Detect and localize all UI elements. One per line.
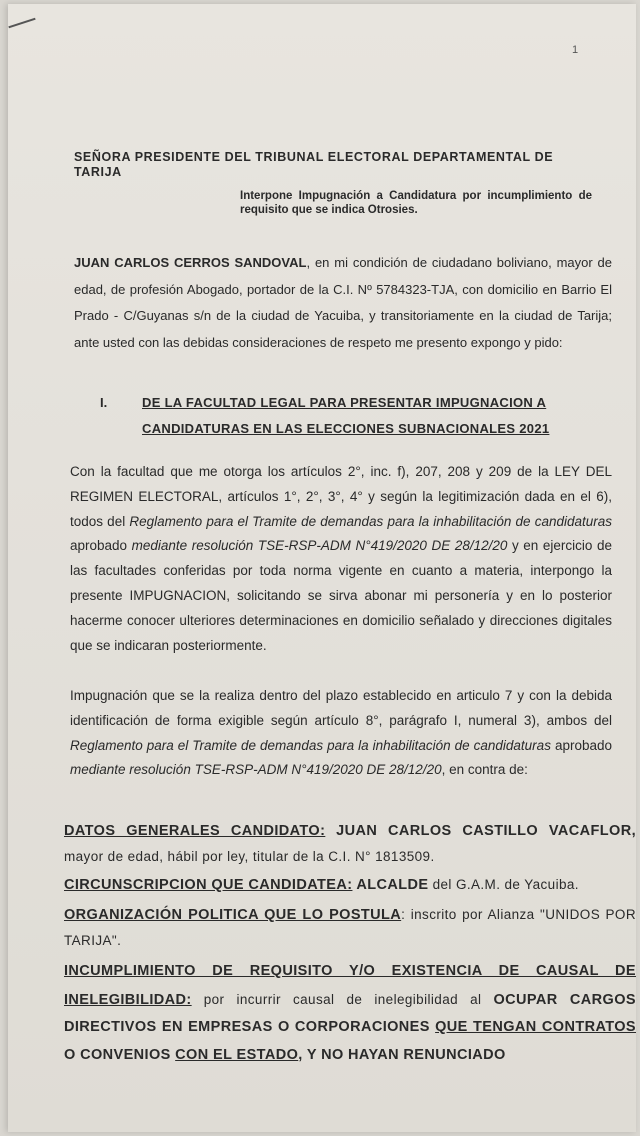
requirement-breach-bold-2: O CONVENIOS	[64, 1046, 176, 1063]
document-page	[8, 4, 636, 1132]
requirement-breach-underline-2: CON EL ESTADO	[175, 1046, 299, 1063]
sumilla-summary: Interpone Impugnación a Candidatura por incumplimiento de requisito que se indica Otrosies.	[240, 190, 592, 216]
addressee-heading: SEÑORA PRESIDENTE DEL TRIBUNAL ELECTORAL DEPARTAMENTAL DE TARIJA	[74, 150, 554, 179]
candidate-name: JUAN CARLOS CASTILLO VACAFLOR,	[325, 823, 636, 839]
political-organization	[64, 902, 636, 954]
circumscription	[64, 872, 636, 898]
political-organization-value: : inscrito por Alianza "UNIDOS POR TARIJA".	[64, 907, 636, 948]
section-number: I.	[100, 395, 108, 410]
para1-text-b: aprobado	[70, 538, 132, 554]
petitioner-name: JUAN CARLOS CERROS SANDOVAL	[74, 255, 307, 270]
para1-text-a: Con la facultad que me otorga los artículos 2°, inc. f), 207, 208 y 209 de la LEY DEL REGIMEN ELECTORAL, artículos 1°, 2°, 3°, 4° y según la legitimización dada en el 6), todos del	[70, 464, 612, 529]
pen-mark	[8, 18, 35, 29]
candidate-data	[64, 818, 636, 870]
para2-italic-reglamento: Reglamento para el Tramite de demandas para la inhabilitación de candidaturas	[70, 737, 551, 753]
paragraph-faculty	[70, 460, 612, 658]
para2-text-b: aprobado	[550, 737, 612, 753]
intro-paragraph	[74, 250, 612, 357]
section-title: DE LA FACULTAD LEGAL PARA PRESENTAR IMPUGNACION A CANDIDATURAS EN LAS ELECCIONES SUBNACIONALES 2021	[142, 395, 550, 436]
circumscription-office: ALCALDE	[352, 877, 429, 893]
requirement-breach-underline-1: QUE TENGAN CONTRATOS	[435, 1019, 636, 1035]
circumscription-place: del G.A.M. de Yacuiba.	[428, 877, 579, 892]
requirement-breach-text: por incurrir causal de inelegibilidad al	[191, 991, 494, 1007]
para1-italic-reglamento: Reglamento para el Tramite de demandas para la inhabilitación de candidaturas	[129, 513, 613, 529]
requirement-breach-bold-3: , Y NO HAYAN RENUNCIADO	[298, 1046, 506, 1063]
paragraph-impugnacion	[70, 684, 612, 783]
para2-italic-resolucion: mediante resolución TSE-RSP-ADM N°419/2020 DE 28/12/20	[70, 762, 442, 778]
candidate-data-label: DATOS GENERALES CANDIDATO:	[64, 823, 326, 839]
political-organization-label: ORGANIZACIÓN POLITICA QUE LO POSTULA	[64, 907, 402, 923]
para1-italic-resolucion: mediante resolución TSE-RSP-ADM N°419/2020 DE 28/12/20	[131, 538, 508, 554]
intro-text: , en mi condición de ciudadano boliviano, mayor de edad, de profesión Abogado, portador de la C.I. Nº 5784323-TJA, con domicilio en Barrio El Prado - C/Guyanas s/n de la ciudad de Yacuiba, y transitoriamente en la ciudad de Tarija; ante usted con las debidas consideraciones de respeto me presento expongo y pido:	[74, 255, 613, 351]
para2-text-c: , en contra de:	[441, 762, 528, 778]
circumscription-label: CIRCUNSCRIPCION QUE CANDIDATEA:	[64, 877, 353, 893]
requirement-breach-bold-1: OCUPAR CARGOS DIRECTIVOS EN EMPRESAS O CORPORACIONES	[64, 991, 636, 1035]
page-number: 1	[572, 44, 579, 56]
requirement-breach	[64, 958, 636, 1069]
requirement-breach-label: INCUMPLIMIENTO DE REQUISITO Y/O EXISTENCIA DE CAUSAL DE INELEGIBILIDAD:	[64, 963, 636, 1008]
para2-text-a: Impugnación que se la realiza dentro del plazo establecido en articulo 7 y con la debida identificación de forma exigible según artículo 8°, parágrafo I, numeral 3), ambos del	[70, 688, 612, 728]
para1-text-c: y en ejercicio de las facultades conferidas por toda norma vigente en cuanto a materia, interpongo la presente IMPUGNACION, solicitando se sirva abonar mi personería y en lo posterior hacerme conocer ulteriores determinaciones en domicilio señalado y direcciones digitales que se indicaran posteriormente.	[70, 538, 612, 653]
candidate-details: mayor de edad, hábil por ley, titular de la C.I. N° 1813509.	[64, 849, 435, 864]
